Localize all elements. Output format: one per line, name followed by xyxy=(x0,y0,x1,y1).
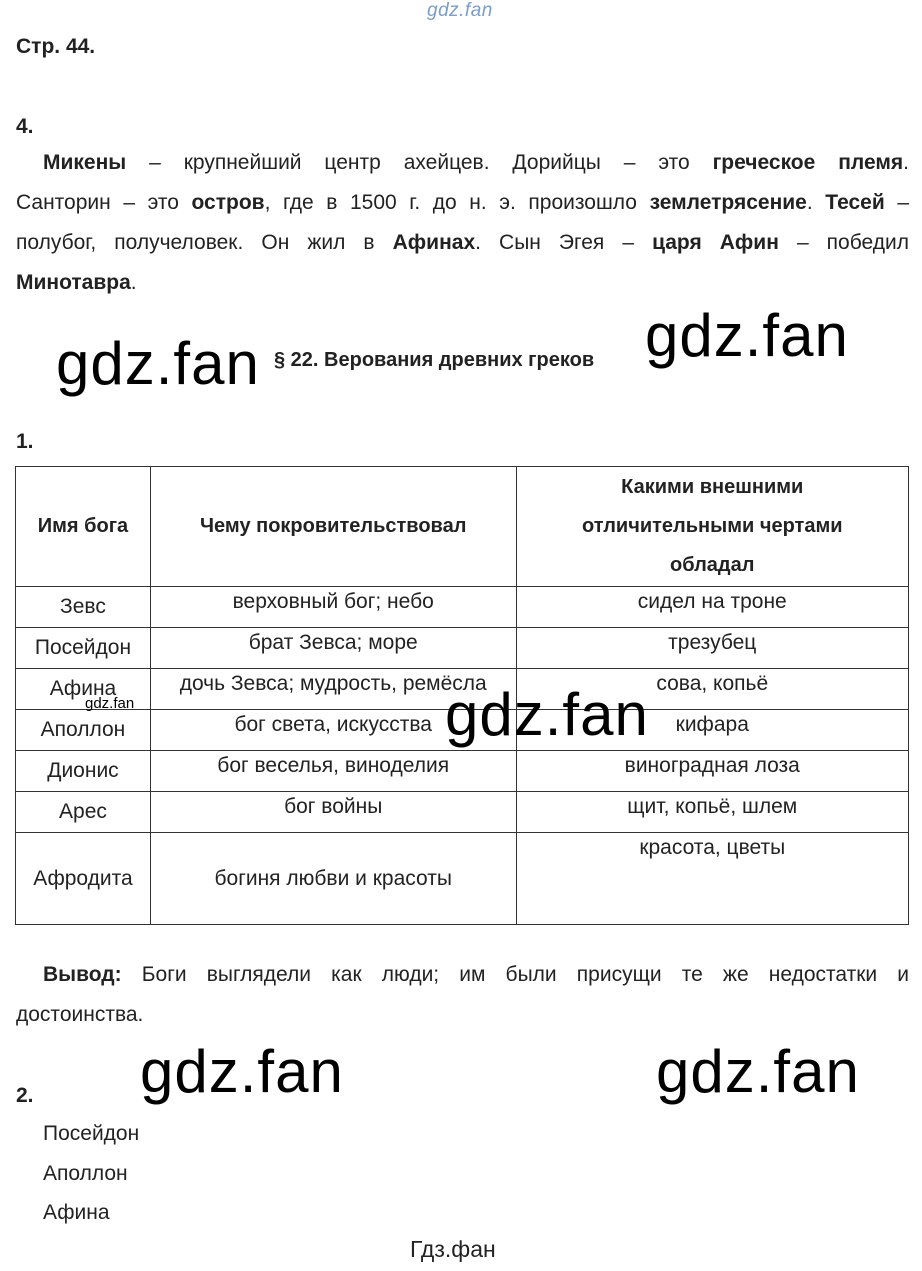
header-god-name: Имя бога xyxy=(16,467,151,587)
cell-traits: кифара xyxy=(516,710,908,751)
header-patronage: Чему покровительствовал xyxy=(150,467,516,587)
cell-god-name: Посейдон xyxy=(16,628,151,669)
task2-number: 2. xyxy=(16,1084,34,1107)
task4-text: . Сын Эгея – xyxy=(475,231,653,254)
footer-watermark: Гдз.фан xyxy=(410,1236,496,1262)
cell-patronage: дочь Зевса; мудрость, ремёсла xyxy=(150,669,516,710)
term-minotaur: Минотавра xyxy=(16,271,131,294)
cell-patronage: бог света, искусства xyxy=(150,710,516,751)
cell-traits: красота, цветы xyxy=(516,833,908,925)
cell-patronage: богиня любви и красоты xyxy=(150,833,516,925)
cell-traits: сова, копьё xyxy=(516,669,908,710)
conclusion-line-2: достоинства. xyxy=(16,1003,144,1026)
table-row xyxy=(16,751,909,792)
cell-patronage: бог веселья, виноделия xyxy=(150,751,516,792)
list-item: Посейдон xyxy=(43,1122,140,1145)
cell-traits: трезубец xyxy=(516,628,908,669)
task4-text: Санторин – это xyxy=(16,191,192,214)
watermark-small: gdz.fan xyxy=(85,695,135,712)
task4-line-2 xyxy=(16,183,909,223)
cell-god-name: Зевс xyxy=(16,587,151,628)
task4-text: , где в 1500 г. до н. э. произошло xyxy=(264,191,650,214)
table-row xyxy=(16,628,909,669)
task4-number: 4. xyxy=(16,115,34,138)
term-athens: Афинах xyxy=(392,231,476,254)
task4-text: – xyxy=(884,191,909,214)
watermark-large: gdz.fan xyxy=(445,681,649,748)
term-greek-tribe: греческое племя xyxy=(712,151,904,174)
list-item: Аполлон xyxy=(43,1162,128,1185)
watermark-large: gdz.fan xyxy=(656,1038,860,1105)
cell-god-name: Аполлон xyxy=(16,710,151,751)
task4-text: . xyxy=(130,271,137,294)
term-earthquake: землетрясение xyxy=(649,191,807,214)
section-title: § 22. Верования древних греков xyxy=(274,349,595,371)
cell-traits: виноградная лоза xyxy=(516,751,908,792)
task4-text: полубог, получеловек. Он жил в xyxy=(16,231,393,254)
header-traits-line: отличительными чертами xyxy=(581,515,843,537)
table-row xyxy=(16,792,909,833)
term-king-of-athens: царя Афин xyxy=(652,231,779,254)
conclusion-line-1 xyxy=(16,955,909,995)
top-watermark: gdz.fan xyxy=(427,0,493,21)
cell-god-name: Афродита xyxy=(16,833,151,925)
table-row xyxy=(16,587,909,628)
conclusion xyxy=(16,955,909,1035)
page-reference: Стр. 44. xyxy=(16,35,96,58)
conclusion-label: Вывод: xyxy=(43,963,122,986)
task4-text: . xyxy=(903,151,909,174)
header-traits-line: обладал xyxy=(670,554,755,576)
term-theseus: Тесей xyxy=(825,191,885,214)
cell-patronage: верховный бог; небо xyxy=(150,587,516,628)
table-row xyxy=(16,833,909,925)
task4-text: – победил xyxy=(778,231,909,254)
cell-god-name: Афина xyxy=(16,669,151,710)
cell-patronage: брат Зевса; море xyxy=(150,628,516,669)
cell-god-name: Дионис xyxy=(16,751,151,792)
task4-paragraph xyxy=(16,143,909,303)
conclusion-text: Боги выглядели как люди; им были присущи те же недостатки и xyxy=(121,963,909,986)
watermark-large: gdz.fan xyxy=(140,1038,344,1105)
task4-line-3 xyxy=(16,223,909,263)
table-header-row xyxy=(16,467,909,587)
task1-number: 1. xyxy=(16,430,34,453)
cell-traits: щит, копьё, шлем xyxy=(516,792,908,833)
task4-text: . xyxy=(806,191,826,214)
watermark-large: gdz.fan xyxy=(56,330,260,397)
header-traits-line: Какими внешними xyxy=(621,476,804,498)
list-item: Афина xyxy=(43,1201,110,1224)
cell-god-name: Арес xyxy=(16,792,151,833)
watermark-large: gdz.fan xyxy=(645,302,849,369)
cell-patronage: бог войны xyxy=(150,792,516,833)
task4-line-4 xyxy=(16,263,909,303)
cell-traits: сидел на троне xyxy=(516,587,908,628)
task4-line-1 xyxy=(16,143,909,183)
header-traits xyxy=(516,467,908,587)
term-mycenae: Микены xyxy=(43,151,127,174)
task4-text: – крупнейший центр ахейцев. Дорийцы – это xyxy=(126,151,713,174)
term-island: остров xyxy=(191,191,265,214)
